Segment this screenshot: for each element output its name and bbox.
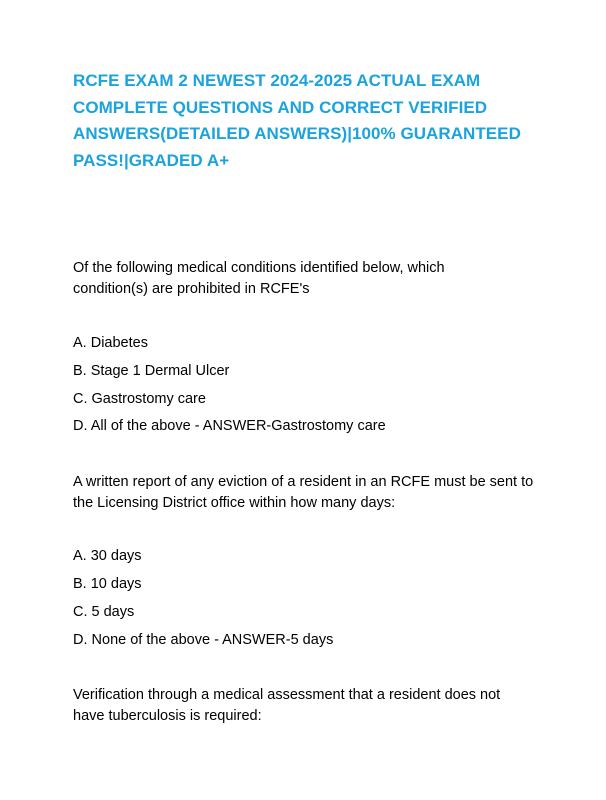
question-2-text: A written report of any eviction of a resident in an RCFE must be sent to the Licensing District office within how many days:: [73, 474, 534, 511]
question-2-option-a: A. 30 days: [73, 548, 142, 564]
question-2-option-d: D. None of the above - ANSWER-5 days: [73, 632, 334, 648]
question-1-option-c: C. Gastrostomy care: [73, 391, 206, 407]
question-1-option-a: A. Diabetes: [73, 335, 148, 351]
question-2-option-b: B. 10 days: [73, 576, 142, 592]
question-2-option-c: C. 5 days: [73, 604, 135, 620]
question-1-option-d: D. All of the above - ANSWER-Gastrostomy care: [73, 418, 386, 434]
document-title: RCFE EXAM 2 NEWEST 2024-2025 ACTUAL EXAM COMPLETE QUESTIONS AND CORRECT VERIFIED ANSWERS(DETAILED ANSWERS)|100% GUARANTEED PASS!|GRADED A+: [73, 71, 521, 170]
question-3-text: Verification through a medical assessment that a resident does not have tuberculosis is required:: [73, 687, 501, 724]
question-1-option-b: B. Stage 1 Dermal Ulcer: [73, 363, 230, 379]
question-1-text: Of the following medical conditions identified below, which condition(s) are prohibited in RCFE's: [73, 260, 445, 297]
